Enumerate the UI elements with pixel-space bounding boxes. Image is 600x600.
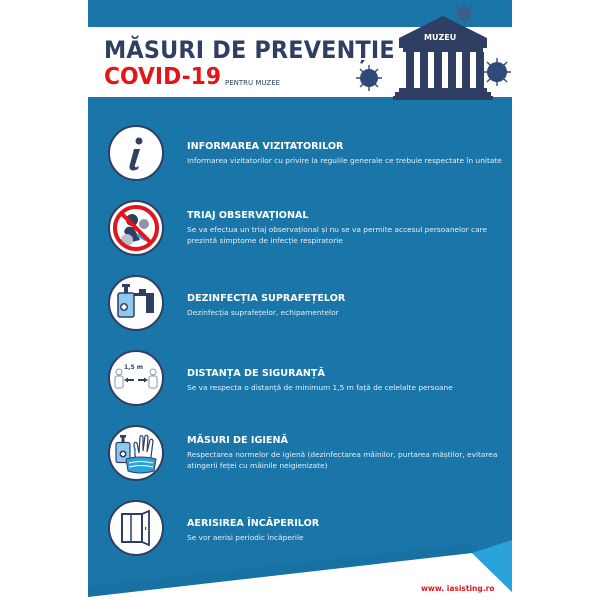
measure-item-info (88, 125, 512, 200)
social-distance-icon (108, 350, 164, 406)
poster (88, 0, 512, 600)
museum-icon (393, 12, 493, 100)
item-title: INFORMAREA VIZITATORILOR (187, 141, 344, 152)
window-icon (108, 500, 164, 556)
item-title: AERISIREA ÎNCĂPERILOR (187, 518, 320, 529)
no-sick-person-icon (108, 200, 164, 256)
item-title: DISTANȚA DE SIGURANȚĂ (187, 368, 325, 379)
measure-item-distance (88, 350, 512, 425)
item-description: Se va respecta o distanță de minimum 1,5 m față de celelalte persoane (187, 383, 453, 392)
virus-icon (483, 58, 511, 86)
measure-item-ventilation (88, 500, 512, 575)
disinfectant-bottle-icon (108, 275, 164, 331)
measure-item-triage (88, 200, 512, 275)
distance-label: 1,5 m (124, 364, 143, 371)
page-title: MĂSURI DE PREVENȚIE (104, 36, 395, 64)
info-icon (108, 125, 164, 181)
virus-icon (356, 65, 382, 91)
item-description: Informarea vizitatorilor cu privire la regulile generale ce trebuie respectate în unitate (187, 156, 502, 165)
item-title: TRIAJ OBSERVAȚIONAL (187, 210, 309, 221)
subtitle-note: PENTRU MUZEE (225, 79, 281, 87)
hygiene-icon (108, 425, 164, 481)
measure-item-disinfection (88, 275, 512, 350)
item-title: DEZINFECȚIA SUPRAFEȚELOR (187, 293, 346, 304)
item-description: Se vor aerisi periodic încăperile (187, 533, 304, 542)
website-link[interactable]: www. iasisting.ro (421, 584, 495, 593)
item-description: Se va efectua un triaj observațional și nu se va permite accesul persoanelor care prezintă simptome de infecție respiratorie (187, 225, 488, 245)
item-description: Dezinfecția suprafețelor, echipamentelor (187, 308, 339, 317)
virus-icon (453, 3, 475, 25)
item-description: Respectarea normelor de igienă (dezinfectarea mâinilor, purtarea măștilor, evitarea atingerii feței cu mâinile neigienizate) (187, 450, 498, 470)
page-subtitle: COVID-19 (104, 64, 222, 90)
item-title: MĂSURI DE IGIENĂ (187, 435, 288, 446)
measure-item-hygiene (88, 425, 512, 500)
museum-label: MUZEU (424, 33, 457, 42)
